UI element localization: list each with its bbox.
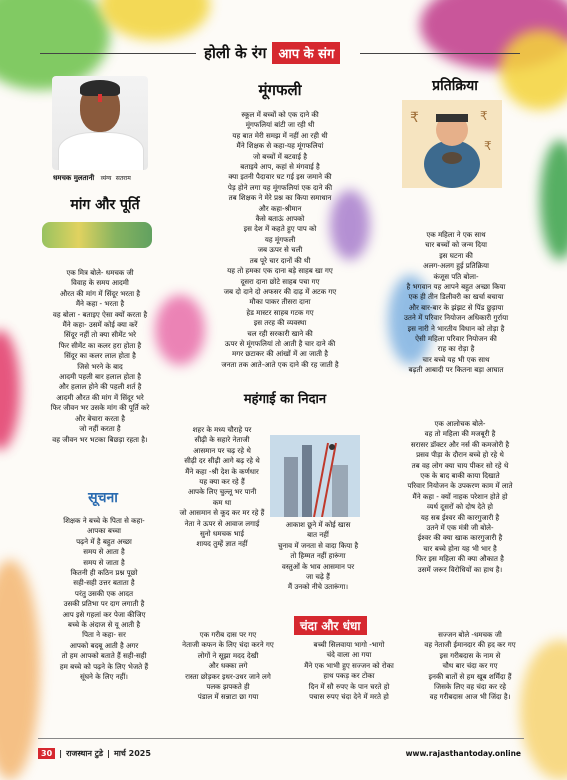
poem-line: इस गरीबदास के नाम से [439,650,501,660]
poem-line: है भगवान यह आपने बहुत अच्छा किया [406,282,506,292]
poem-line: लोगों ने सूझा मदद देखी [197,650,259,660]
poem-line: मैंने कहा - क्यों नाहक परेशान होते हो [412,491,508,501]
issue-date: मार्च 2025 [113,749,151,758]
website-link[interactable]: www.rajasthantoday.online [405,749,521,758]
poem-line: दिन में सौ रुपए के पान चरते हो [308,681,390,691]
poem-line: चार बच्चे होना यह भी भार है [423,543,497,553]
poem-soochna [34,516,174,683]
poem-line: बताइये आप, कहां से मंगवाई है [240,162,320,172]
poem-line: चंदे वाला आ गया [326,650,372,660]
poem-line: तब वह लोग क्या चाय पीकर सो रहे थे [411,460,509,470]
poem-line: नेताजी कफन के लिए चंदा करने गए [182,640,274,650]
poem-line: यह सब ईश्वर की कारगुजारी है [420,512,500,522]
poem-title-chanda-box [294,616,367,634]
poem-line: जनता तक आते-आते एक दाने की रह जाती है [221,359,339,369]
poem-line: तो हम आपको बताते हैं सही-सही [61,651,147,661]
color-splash-green-right [540,140,567,260]
poem-line: एक गरीब दास पर गए [199,630,257,639]
poem-line: मैंने कहा- उसमें कोई क्या करें [62,320,138,330]
poem-line: दूसरा दाना छोटे साहब पचा गए [240,276,320,286]
poem-line: परिवार नियोजन के उपकरण काम में लाते [407,481,513,491]
poem-line: इनकी बातों से हम खूब शर्मिंदा हैं [428,671,512,681]
poem-line: सिंदूर नहीं तो क्या सीमेंट भरे [63,330,137,340]
poem-line: वह जीवन भर भटका बिछड़ा रहता है। [52,434,148,444]
poem-line: इस नारी ने भारतीय विधान को तोड़ा है [407,323,505,333]
poem-line: इस घटना की [439,250,473,260]
poem-line: ईश्वर की क्या खाक कारगुजारी है [417,533,503,543]
poem-line: प्रसव पीड़ा के दौरान बच्चे हो रहे थे [416,450,504,460]
poem-line: एक ही तीन डिलीवरी का खर्चा बचाया [408,292,504,302]
color-powder-strip [42,222,152,248]
poem-chanda [284,640,414,702]
poem-line: चार बच्चों को जन्म दिया [425,240,487,250]
poem-line: एक आलोचक बोले- [434,419,486,428]
poem-line: हाथ पकड़ कर टोका [323,671,375,681]
poem-line: मूंगफलियां बांटी जा रही थी [245,120,315,130]
author-photo [52,76,148,170]
poem-line: बच्चे के अंदाज से यू आती है [67,620,141,630]
poem-line: यह बात मेरी समझ में नहीं आ रही थी [232,130,328,140]
page-header [198,42,340,64]
poem-line: उतने में परिवार नियोजन अधिकारी गुर्राया [403,313,509,323]
poem-line: जिसे भरने के बाद [77,361,123,371]
poem-line: रास्ता छोड़कर इधर-उधर जाने लगे [185,671,271,681]
poem-line: व्यर्थ दूसरों को दोष देते हो [426,502,494,512]
poem-line: फिर जीवन भर उसके मांग की पूर्ति करे [50,403,150,413]
poem-line: फिर इस महिला की क्या औकात है [416,554,504,564]
ladder-image [270,435,360,517]
poem-line: सज्जन बोले -धमचक जी [438,630,502,639]
poem-line: पढ़ने में है बहुत अच्छा [76,536,132,546]
poem-moongfali [180,110,380,370]
poem-line: यह तो हमका एक दाना बड़े साहब खा गए [227,266,333,276]
poem-line: मैंने एक भाभी हुए सज्जन को रोका [304,660,394,670]
poem-line: ऐसी महिला परिवार नियोजन की [415,334,497,344]
poem-line: जो बच्चों में बटवाई है [252,151,308,161]
poem-line: और धक्का लगे [208,661,248,671]
poem-line: कैसे बताऊं आपको [255,214,305,224]
author-name: धमचक मुलतानी [53,174,95,182]
poem-line: मैंने कहा - भरता है [75,299,125,309]
author-tag2: सतराम [115,175,131,182]
poem-line: चल रही सरकारी खाने की [247,328,313,338]
poem-line: आदमी औरत की मांग में सिंदूर भरे [56,392,144,402]
poem-line: सूंघने के लिए नहीं। [80,672,128,682]
poem-line: मैंने कहा -श्री देश के कर्णधार [185,466,259,476]
poem-line: हेड मास्टर साहब गटक गए [246,307,314,317]
cartoon-image [402,100,502,188]
poem-title-pratikriya: प्रतिक्रिया [432,78,478,94]
poem-line: समय से आता है [83,547,125,557]
poem-line: तब शिक्षक ने मेरे प्रश्न का किया समाधान [228,193,332,203]
poem-line: मैं उनको नीचे उतारूंगा। [287,582,349,592]
poem-line: चार बच्चे यह भी एक साथ [422,354,490,364]
poem-line: और कहा-श्रीमान [258,203,302,213]
poem-mangfurti [30,268,170,445]
poem-line: वह बोला - बताइए ऐसा क्यों करता है [52,309,148,319]
poem-line: बच्ची सिलवाया भागो -भागो [313,640,385,649]
poem-bottom-left [168,630,288,703]
poem-line: मौका पाकर तीसरा दाना [249,297,311,307]
poem-title-soochna: सूचना [88,490,118,506]
poem-line: आप इसे गहलां कर पेजा कीजिए [62,609,146,619]
poem-line: और बार-बार के झंझट से पिंड छुड़ाया [408,302,504,312]
poem-line: आदमी पहली बार हलाल होता है [58,372,142,382]
poem-line: चुनाव में जनता से वादा किया है [277,540,359,550]
poem-line: उतने में एक मंत्री जी बोले- [426,523,494,533]
poem-line: कम था [212,497,232,507]
poem-line: सही-सही उत्तर बताता है [73,578,135,588]
poem-line: सीढ़ी दर सीढ़ी आगे बढ़ रहे थे [184,456,260,466]
poem-line: हम बच्चे को पढ़ने के लिए भेजते हैं [59,661,149,671]
poem-line: जिसके लिए वह चंदा कर रहे [433,682,507,692]
poem-line: बढ़ती आबादी पर कितना बड़ा आघात [408,365,504,375]
poem-line: नेता ने ऊपर से आवाज लगाई [184,518,260,528]
poem-line: जो आसमान से कूद कर मर रहे हैं [179,508,265,518]
poem-line: कितनी ही कठिन प्रश्न पूछो [70,568,138,578]
poem-line: सिंदूर का कलर लाल होता है [64,351,136,361]
poem-line: एक के बाद बाकी काया दिखाते [420,471,500,481]
poem-mehngai [172,425,272,550]
poem-line: इस देश में कहते हुए पाप को [243,224,317,234]
poem-line: वह नेताजी ईमानदार की हद कर गए [424,640,516,650]
poem-line: वह गरीबदास आज भी जिंदा है। [429,692,511,702]
poem-line: और बेचारा करता है [74,413,126,423]
svg-text:₹: ₹ [480,109,488,123]
poem-line: पचास रुपए चंदा देने में मरते हो [309,692,389,702]
magazine-name: राजस्थान टुडे [66,749,104,758]
poem-line: इस तरह की व्यवस्था [253,318,307,328]
author-byline [53,174,131,183]
header-subtitle: आप के संग [272,42,340,64]
poem-line: आकाश छूने में कोई खास [285,520,351,529]
poem-line: जो नहीं करता है [79,424,121,434]
poem-title-mangfurti: मांग और पूर्ति [70,197,140,213]
poem-line: मगर छटाकर की आंखों में आ जाती है [231,349,329,359]
poem-line: स्कूल में बच्चों को एक दाने की [241,110,319,119]
poem-line: सीढ़ी के सहारे नेताजी [194,435,250,445]
poem-line: बात नहीं [307,530,329,540]
poem-line: पिता ने कहा- सर [82,630,126,640]
poem-line: सरासर डॉक्टर और नर्स की कमजोरी है [410,439,510,449]
poem-title-moongfali: मूंगफली [258,81,302,99]
poem-line: आपका बच्चा [87,526,121,536]
poem-line: एक महिला ने एक साथ [426,230,486,239]
poem-line: तब पूरे चार दानों की थी [249,255,311,265]
page-number: 30 [38,748,55,759]
poem-title-mehngai: महंगाई का निदान [243,392,327,407]
poem-line: सुनो धमचक भाई [200,529,244,539]
author-tag: व्यंग्य [100,175,112,182]
poem-line: यह क्या कर रहे हैं [199,477,245,487]
poem-line: पलक झपकते ही [206,682,250,692]
poem-mehngai-cont [268,520,368,593]
poem-line: अलग-अलग हुई प्रतिक्रिया [423,261,489,271]
poem-line: जब दो दाने दो अफसर की दाढ़ में अटक गए [223,286,337,296]
poem-line: पेड़ होने लगा यह मूंगफलियां एक दाने की [227,182,333,192]
poem-pratikriya [386,230,526,376]
poem-line: विवाह के समय आदमी [71,278,129,288]
poem-line: उसमें जरूर विरोधियों का हाथ है। [417,564,503,574]
poem-line: चौथ बार चंदा कर गए [442,661,498,671]
poem-line: मैंने शिक्षक से कहा-यह मूंगफलियां [236,141,324,151]
color-splash-yellow [100,0,210,40]
poem-line: आसमान पर चढ़ रहे थे [193,445,251,455]
poem-title-chanda: चंदा और धंधा [294,616,367,635]
svg-text:₹: ₹ [410,110,419,126]
poem-line: यह मूंगफली [264,234,296,244]
header-rule-left [40,53,196,54]
poem-line: एक मित्र बोले- धमचक जी [66,268,134,277]
color-splash-pink-left [0,330,20,450]
poem-line: आपको बदबू आती है अगर [69,640,139,650]
poem-line: ऊपर से मूंगफलियां तो आती है चार दाने की [224,338,336,348]
poem-bottom-right [400,630,540,703]
poem-line: शायद तुम्हें ज्ञात नहीं [196,539,248,549]
footer-rule [38,738,524,739]
poem-line: कंजूस पति बोला- [433,271,479,281]
color-splash-yellow-right [500,30,567,110]
poem-line: वह तो महिला की मजबूरी है [424,429,496,439]
poem-line: जा चढ़े हैं [306,572,330,582]
poem-line: उसकी प्रतिभा पर दाग लगाती है [63,599,145,609]
page-footer: 30 | राजस्थान टुडे | मार्च 2025 www.rajasthantoday.online [0,744,567,764]
header-rule-right [360,53,520,54]
poem-line: परंतु उसकी एक आदत [74,588,134,598]
poem-line: पंडाल में सन्नाटा छा गया [197,692,259,702]
poem-line: फिर सीमेंट का कलर हरा होता है [58,340,142,350]
poem-line: तो हिम्मत नहीं हारूंगा [290,551,346,561]
poem-line: राह का रोड़ा है [437,344,475,354]
poem-line: क्या इतनी पैदावार घट गई इस जमाने की [228,172,332,182]
poem-aalochak [380,419,540,575]
poem-line: औरत की मांग में सिंदूर भरता है [59,288,141,298]
poem-line: और हलाल होने की पहली शर्त है [58,382,142,392]
poem-line: जब ऊपर से चली [257,245,303,255]
svg-text:₹: ₹ [484,139,492,153]
poem-line: वस्तुओं के भाव आसमान पर [281,561,355,571]
poem-line: शिक्षक ने बच्चे के पिता से कहा- [63,516,145,525]
poem-line: समय से जाता है [83,557,125,567]
poem-line: आपके लिए चुल्लू भर पानी [187,487,257,497]
header-title: होली के रंग [204,44,267,62]
poem-line: शहर के मध्य चौराहे पर [192,425,252,434]
